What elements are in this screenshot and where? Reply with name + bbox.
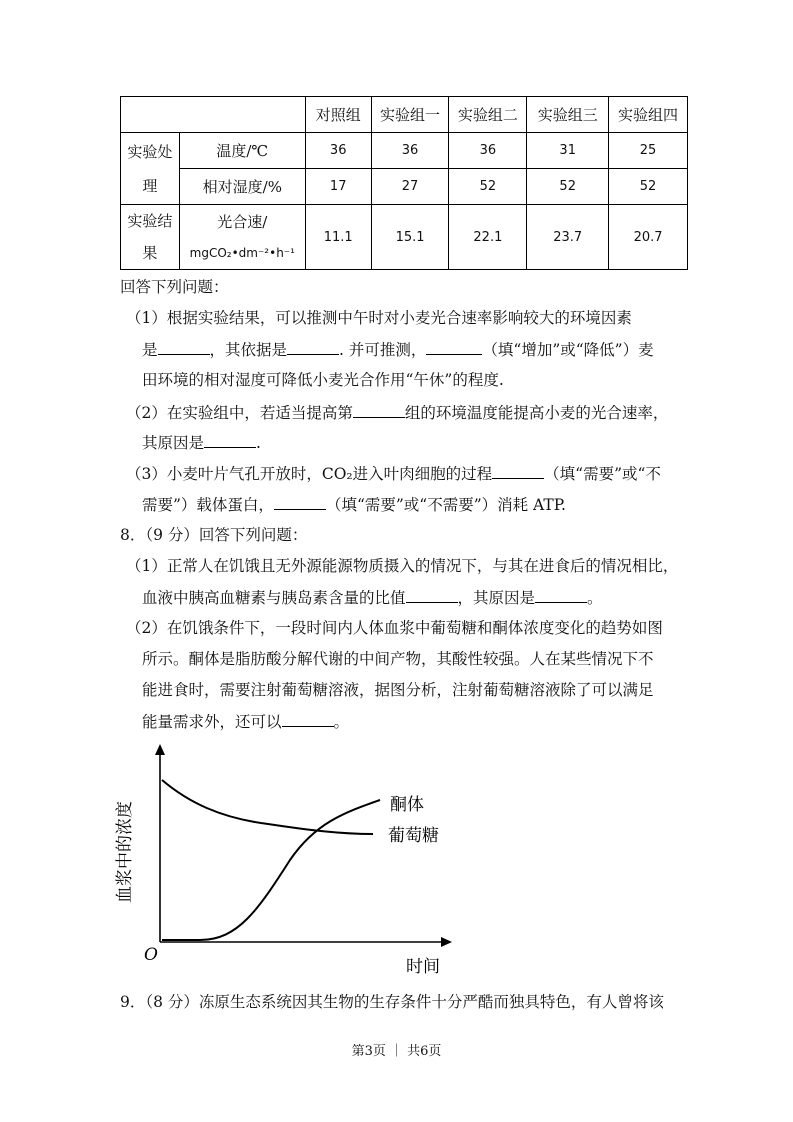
column-header: 对照组 [305,97,371,133]
ketone-curve [162,800,380,940]
q8-1-line-a: （1）正常人在饥饿且无外源能源物质摄入的情况下，与其在进食后的情况相比， [126,557,679,575]
result-row-header [121,205,180,270]
rate-cell: 20.7 [609,205,688,270]
treatment-row-header [121,133,180,205]
q8-title: 8．（9 分）回答下列问题： [120,526,308,544]
humidity-label: 相对湿度/% [179,169,305,205]
temperature-cell: 36 [449,133,527,169]
treatment-label-line2: 理 [142,176,158,195]
rate-cell: 15.1 [371,205,449,270]
rate-label [179,205,305,270]
answer-blank [158,339,210,355]
q8-1-text: ，其原因是 [457,589,536,607]
experiment-table-container [120,96,688,270]
rate-cell: 23.7 [527,205,609,270]
answer-blank [426,339,482,355]
page-footer: 第3页 ｜ 共6页 [351,1044,442,1059]
y-axis-label: 血浆中的浓度 [115,801,135,903]
q7-2-text: （2）在实验组中，若适当提高第 [126,404,353,422]
y-axis-arrow-icon [155,744,165,755]
q8-2-text: 。 [333,713,350,731]
answer-blank [492,463,544,479]
q8-1-text: 。 [587,589,603,607]
q9-line: 9．（8 分）冻原生态系统因其生物的生存条件十分严酷而独具特色，有人曾将该 [120,993,664,1011]
q7-3-line-b [142,494,566,515]
temperature-label: 温度/℃ [179,133,305,169]
result-label-line2: 果 [142,244,158,262]
q7-2-line-b [142,432,261,453]
q7-1-text: ，其依据是 [209,341,288,359]
rate-cell: 22.1 [449,205,527,270]
column-header: 实验组三 [527,97,609,133]
table-corner-cell [121,97,306,133]
answer-blank [204,432,256,448]
column-header: 实验组四 [609,97,688,133]
q7-3-text: （填“需要”或“不 [544,465,661,483]
humidity-cell: 52 [527,169,609,205]
temperature-cell: 36 [371,133,449,169]
temperature-cell: 31 [527,133,609,169]
q7-2-text: 其原因是 [142,434,205,452]
q8-2-line-c: 能进食时，需要注射葡萄糖溶液，据图分析，注射葡萄糖溶液除了可以满足 [142,681,654,699]
q8-2-text: 能量需求外，还可以 [142,713,282,731]
treatment-label-line1: 实验处 [127,142,173,161]
experiment-table [120,96,688,270]
humidity-cell: 17 [305,169,371,205]
q7-3-text: （3）小麦叶片气孔开放时，CO₂进入叶肉细胞的过程 [126,465,493,483]
answer-blank [274,494,326,510]
temperature-cell: 25 [609,133,688,169]
q8-1-text: 血液中胰高血糖素与胰岛素含量的比值 [142,589,406,607]
q7-3-text: 需要”）载体蛋白， [142,496,274,514]
q7-1-text: （填“增加”或“降低”）麦 [482,341,654,359]
q8-2-line-b: 所示。酮体是脂肪酸分解代谢的中间产物，其酸性较强。人在某些情况下不 [142,650,654,668]
humidity-cell: 52 [449,169,527,205]
answer-blank [287,339,339,355]
q7-1-line-b [142,339,654,360]
q8-2-line-a: （2）在饥饿条件下，一段时间内人体血浆中葡萄糖和酮体浓度变化的趋势如图 [126,619,663,637]
temperature-cell: 36 [305,133,371,169]
q7-2-text: 组的环境温度能提高小麦的光合速率， [404,404,669,422]
q8-1-line-b [142,587,603,608]
rate-label-line1: 光合速/ [217,213,268,231]
q7-1-line-c: 田环境的相对湿度可降低小麦光合作用“午休”的程度. [142,371,504,389]
column-header: 实验组二 [449,97,527,133]
answer-prompt: 回答下列问题： [120,278,229,296]
answer-blank [406,587,458,603]
answer-blank [282,711,334,727]
q7-3-text: （填“需要”或“不需要”）消耗 ATP. [325,496,566,514]
glucose-curve [162,780,373,834]
q7-1-line-a: （1）根据实验结果，可以推测中午时对小麦光合速率影响较大的环境因素 [126,309,632,327]
answer-blank [353,402,405,418]
x-axis-label: 时间 [406,957,440,977]
column-header: 实验组一 [371,97,449,133]
humidity-cell: 27 [371,169,449,205]
humidity-cell: 52 [609,169,688,205]
q7-2-line-a [126,402,668,423]
q7-1-text: 是 [142,341,158,359]
q8-2-line-d [142,711,349,732]
glucose-series-label: 葡萄糖 [388,826,439,846]
answer-blank [535,587,587,603]
q7-3-line-a [126,463,661,484]
q7-2-text: . [256,434,261,452]
result-label-line1: 实验结 [127,212,173,230]
q7-1-text: . 并可推测， [339,341,427,359]
rate-label-line2: mgCO₂•dm⁻²•h⁻¹ [189,246,295,260]
concentration-trend-chart [108,740,468,980]
ketone-series-label: 酮体 [390,795,424,815]
origin-label: O [144,945,158,965]
rate-cell: 11.1 [305,205,371,270]
x-axis-arrow-icon [441,937,452,947]
